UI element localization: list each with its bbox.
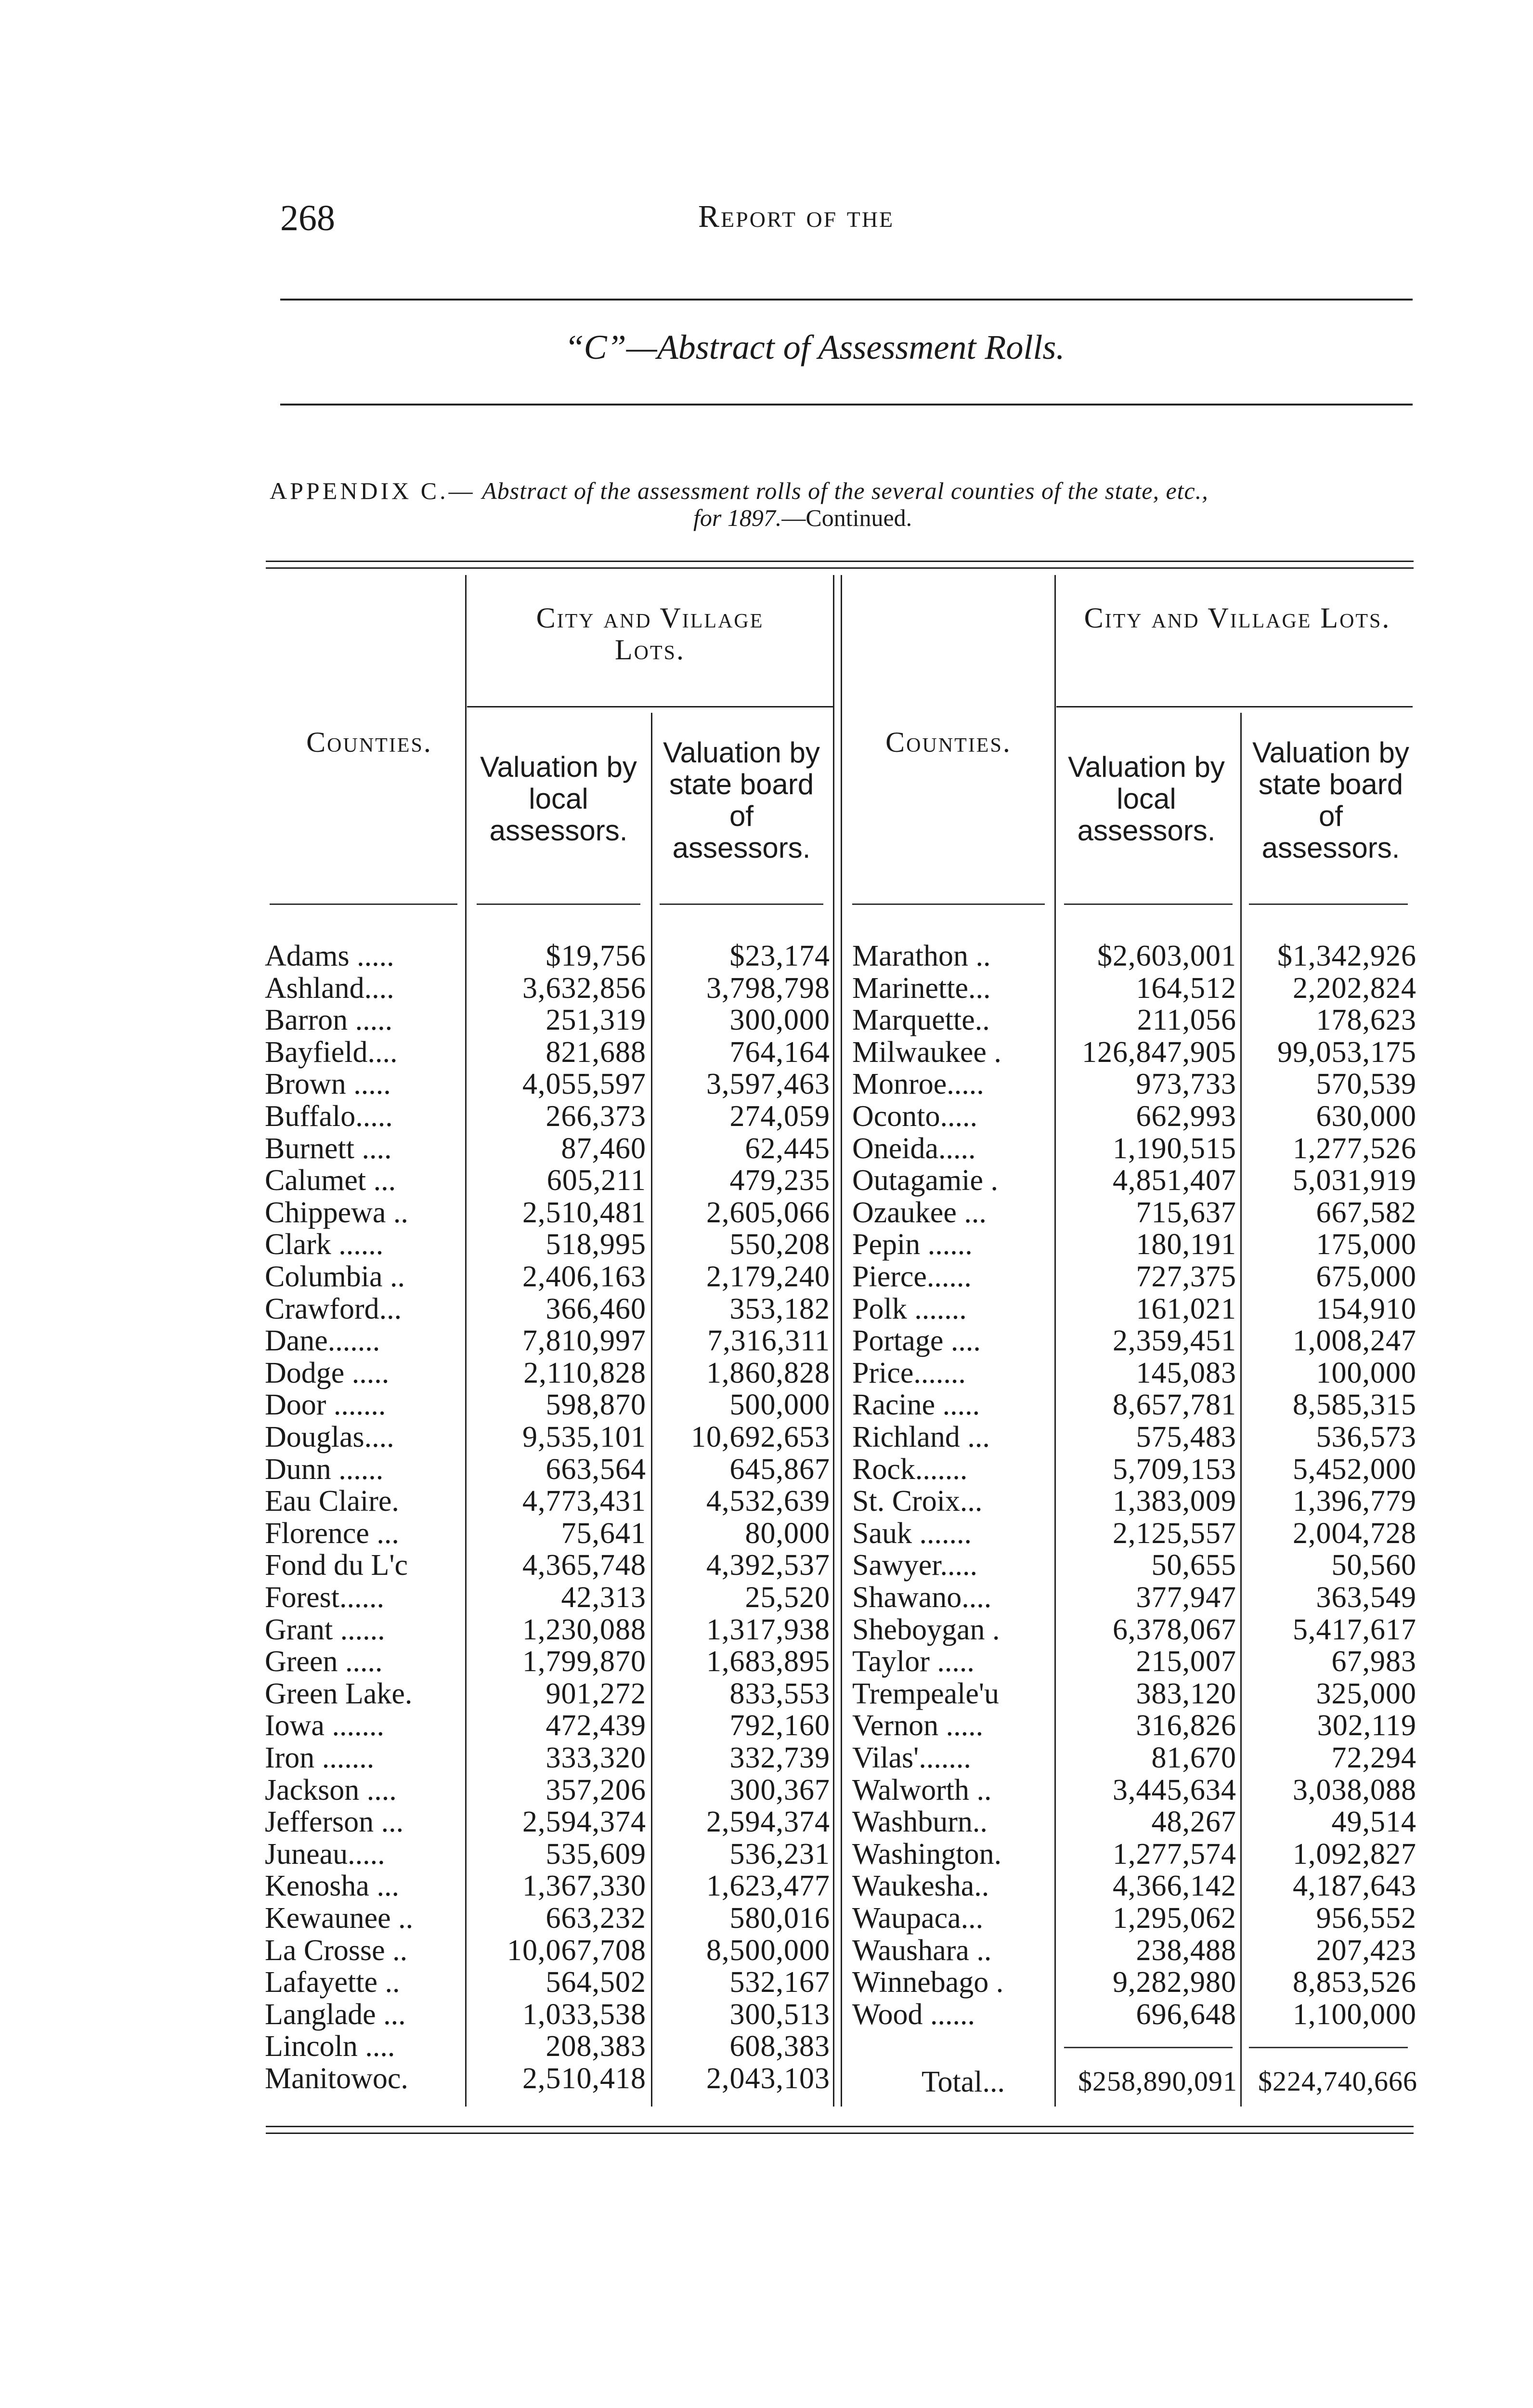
local-valuation: 727,375 (1136, 1260, 1236, 1293)
local-valuation: 821,688 (546, 1036, 646, 1069)
county-name: Polk ....... (852, 1293, 967, 1325)
county-name: Juneau..... (265, 1838, 385, 1871)
county-name: Rock....... (852, 1453, 968, 1486)
state-valuation: 792,160 (729, 1709, 830, 1742)
county-name: Trempeale'u (852, 1677, 1000, 1710)
caption-line-2 (693, 504, 912, 532)
local-valuation: 662,993 (1136, 1100, 1236, 1133)
total-local: $258,890,091 (1078, 2066, 1237, 2097)
county-name: Washburn.. (852, 1806, 987, 1838)
county-name: Sheboygan . (852, 1613, 1000, 1646)
state-valuation: 178,623 (1316, 1004, 1416, 1036)
table-top-rule-2 (266, 567, 1414, 569)
county-name: Iron ....... (265, 1741, 375, 1774)
local-valuation: 2,510,481 (522, 1196, 646, 1229)
state-valuation: 10,692,653 (691, 1421, 830, 1453)
state-valuation: 570,539 (1316, 1068, 1416, 1100)
state-valuation: 1,008,247 (1293, 1324, 1416, 1357)
local-valuation: 1,230,088 (522, 1613, 646, 1646)
state-valuation: 67,983 (1331, 1645, 1416, 1678)
county-name: Ozaukee ... (852, 1196, 987, 1229)
local-valuation: 3,445,634 (1113, 1774, 1236, 1806)
local-valuation: 1,383,009 (1113, 1485, 1236, 1518)
local-valuation: 9,282,980 (1113, 1966, 1236, 1999)
column-rule (841, 575, 842, 2107)
local-valuation: 266,373 (546, 1100, 646, 1133)
state-valuation: 4,187,643 (1293, 1870, 1416, 1902)
header-underline (852, 903, 1045, 905)
state-valuation: 100,000 (1316, 1357, 1416, 1389)
page-title: “C”—Abstract of Assessment Rolls. (564, 328, 1065, 366)
state-valuation: 2,179,240 (706, 1260, 830, 1293)
state-valuation: 99,053,175 (1277, 1036, 1416, 1069)
local-valuation: 211,056 (1137, 1004, 1236, 1036)
local-valuation: 535,609 (546, 1838, 646, 1871)
state-valuation: 1,277,526 (1293, 1132, 1416, 1165)
state-valuation: 2,594,374 (706, 1806, 830, 1838)
county-name: Dane....... (265, 1324, 380, 1357)
county-name: Forest...... (265, 1581, 384, 1614)
state-valuation: 3,038,088 (1293, 1774, 1416, 1806)
county-name: Racine ..... (852, 1388, 980, 1421)
local-valuation: 4,055,597 (522, 1068, 646, 1100)
county-name: Waushara .. (852, 1934, 992, 1967)
group-header-rule (467, 706, 833, 707)
local-valuation: 8,657,781 (1113, 1388, 1236, 1421)
local-valuation: 1,799,870 (522, 1645, 646, 1678)
state-valuation: 332,739 (729, 1741, 830, 1774)
local-valuation: 901,272 (546, 1677, 646, 1710)
state-valuation: 833,553 (729, 1677, 830, 1710)
local-valuation: 2,406,163 (522, 1260, 646, 1293)
county-name: Buffalo..... (265, 1100, 393, 1133)
state-valuation: 5,417,617 (1293, 1613, 1416, 1646)
county-name: Green Lake. (265, 1677, 413, 1710)
local-header-left: Valuation by local assessors. (480, 751, 637, 847)
header-underline (1249, 903, 1408, 905)
local-valuation: 208,383 (546, 2030, 646, 2063)
state-header-left: Valuation by state board of assessors. (663, 736, 820, 864)
county-name: Taylor ..... (852, 1645, 974, 1678)
county-name: Brown ..... (265, 1068, 391, 1100)
local-valuation: 75,641 (561, 1517, 646, 1550)
local-valuation: 238,488 (1136, 1934, 1236, 1967)
local-valuation: $19,756 (546, 940, 646, 972)
local-valuation: 1,295,062 (1113, 1902, 1236, 1935)
county-name: Columbia .. (265, 1260, 405, 1293)
county-name: Lafayette .. (265, 1966, 400, 1999)
local-valuation: 2,125,557 (1113, 1517, 1236, 1550)
local-valuation: 87,460 (561, 1132, 646, 1165)
state-valuation: 764,164 (729, 1036, 830, 1069)
state-valuation: 274,059 (729, 1100, 830, 1133)
total-state: $224,740,666 (1258, 2066, 1417, 2097)
total-rule (1249, 2047, 1408, 2048)
state-valuation: 49,514 (1331, 1806, 1416, 1838)
county-name: Marathon .. (852, 940, 991, 972)
local-valuation: 6,378,067 (1113, 1613, 1236, 1646)
county-name: Lincoln .... (265, 2030, 395, 2063)
local-valuation: 564,502 (546, 1966, 646, 1999)
county-name: Jackson .... (265, 1774, 397, 1806)
caption-lead: APPENDIX C.— (270, 477, 476, 504)
county-name: Crawford... (265, 1293, 402, 1325)
local-valuation: 251,319 (546, 1004, 646, 1036)
local-valuation: 472,439 (546, 1709, 646, 1742)
table-bottom-rule-2 (266, 2133, 1414, 2134)
county-name: Portage .... (852, 1324, 981, 1357)
counties-header-left: Counties. (306, 726, 432, 758)
state-valuation: 363,549 (1316, 1581, 1416, 1614)
header-underline (660, 903, 823, 905)
county-name: Walworth .. (852, 1774, 992, 1806)
county-name: Winnebago . (852, 1966, 1004, 1999)
state-valuation: 675,000 (1316, 1260, 1416, 1293)
state-valuation: 580,016 (729, 1902, 830, 1935)
county-name: Douglas.... (265, 1421, 394, 1453)
local-valuation: 4,773,431 (522, 1485, 646, 1518)
counties-header-right: Counties. (885, 726, 1012, 758)
state-valuation: 5,031,919 (1293, 1164, 1416, 1197)
county-name: Fond du L'c (265, 1549, 408, 1582)
local-valuation: 3,632,856 (522, 972, 646, 1005)
local-valuation: 663,564 (546, 1453, 646, 1486)
local-valuation: 1,033,538 (522, 1998, 646, 2031)
county-name: Vilas'....... (852, 1741, 971, 1774)
state-valuation: 154,910 (1316, 1293, 1416, 1325)
local-header-right: Valuation by local assessors. (1068, 751, 1225, 847)
county-name: Oneida..... (852, 1132, 976, 1165)
local-valuation: 10,067,708 (507, 1934, 646, 1967)
state-valuation: 2,043,103 (706, 2062, 830, 2095)
local-valuation: 5,709,153 (1113, 1453, 1236, 1486)
state-valuation: 175,000 (1316, 1228, 1416, 1261)
caption-year: for 1897. (693, 504, 782, 531)
local-valuation: 81,670 (1151, 1741, 1236, 1774)
county-name: Waukesha.. (852, 1870, 989, 1902)
county-name: Clark ...... (265, 1228, 384, 1261)
state-valuation: 1,317,938 (706, 1613, 830, 1646)
local-valuation: 1,190,515 (1113, 1132, 1236, 1165)
state-valuation: 608,383 (729, 2030, 830, 2063)
local-valuation: 126,847,905 (1082, 1036, 1236, 1069)
local-valuation: 575,483 (1136, 1421, 1236, 1453)
state-valuation: 50,560 (1331, 1549, 1416, 1582)
local-valuation: 377,947 (1136, 1581, 1236, 1614)
state-valuation: 645,867 (729, 1453, 830, 1486)
county-name: Pierce...... (852, 1260, 972, 1293)
group-header-rule (1056, 706, 1413, 707)
state-valuation: 7,316,311 (707, 1324, 830, 1357)
county-name: Calumet ... (265, 1164, 396, 1197)
state-valuation: 300,513 (729, 1998, 830, 2031)
county-name: Barron ..... (265, 1004, 393, 1036)
state-valuation: 956,552 (1316, 1902, 1416, 1935)
state-valuation: 1,860,828 (706, 1357, 830, 1389)
local-valuation: 696,648 (1136, 1998, 1236, 2031)
local-valuation: 4,365,748 (522, 1549, 646, 1582)
county-name: Bayfield.... (265, 1036, 398, 1069)
state-valuation: 500,000 (729, 1388, 830, 1421)
state-valuation: 479,235 (729, 1164, 830, 1197)
local-valuation: 663,232 (546, 1902, 646, 1935)
state-valuation: 207,423 (1316, 1934, 1416, 1967)
local-valuation: 2,510,418 (522, 2062, 646, 2095)
local-valuation: 50,655 (1151, 1549, 1236, 1582)
county-name: Milwaukee . (852, 1036, 1001, 1069)
county-name: Pepin ...... (852, 1228, 973, 1261)
state-valuation: 80,000 (745, 1517, 830, 1550)
county-name: Sauk ....... (852, 1517, 972, 1550)
county-name: Dunn ...... (265, 1453, 384, 1486)
state-valuation: 1,623,477 (706, 1870, 830, 1902)
local-valuation: 1,277,574 (1113, 1838, 1236, 1871)
county-name: Door ....... (265, 1388, 386, 1421)
table-top-rule (266, 561, 1414, 562)
local-valuation: 215,007 (1136, 1645, 1236, 1678)
local-valuation: 161,021 (1136, 1293, 1236, 1325)
state-valuation: 2,605,066 (706, 1196, 830, 1229)
group-header-right: City and Village Lots. (1084, 602, 1391, 634)
state-valuation: 1,100,000 (1293, 1998, 1416, 2031)
local-valuation: 357,206 (546, 1774, 646, 1806)
state-valuation: 2,202,824 (1293, 972, 1416, 1005)
local-valuation: 715,637 (1136, 1196, 1236, 1229)
county-name: Iowa ....... (265, 1709, 384, 1742)
caption-line-1 (270, 477, 1208, 505)
total-label: Total... (922, 2066, 1005, 2098)
county-name: Oconto..... (852, 1100, 978, 1133)
county-name: Outagamie . (852, 1164, 999, 1197)
column-rule (833, 575, 834, 2107)
title-rule (280, 404, 1413, 406)
county-name: Kenosha ... (265, 1870, 399, 1902)
local-valuation: 518,995 (546, 1228, 646, 1261)
local-valuation: 383,120 (1136, 1677, 1236, 1710)
local-valuation: 4,366,142 (1113, 1870, 1236, 1902)
local-valuation: 366,460 (546, 1293, 646, 1325)
local-valuation: 2,359,451 (1113, 1324, 1236, 1357)
header-underline (477, 903, 640, 905)
caption-italic: Abstract of the assessment rolls of the several counties of the state, etc., (482, 477, 1208, 504)
state-valuation: 536,231 (729, 1838, 830, 1871)
state-valuation: 8,853,526 (1293, 1966, 1416, 1999)
state-valuation: 4,532,639 (706, 1485, 830, 1518)
state-valuation: 300,000 (729, 1004, 830, 1036)
county-name: Burnett .... (265, 1132, 392, 1165)
county-name: Eau Claire. (265, 1485, 399, 1518)
county-name: Marquette.. (852, 1004, 990, 1036)
running-head: Report of the (698, 199, 895, 234)
state-valuation: 1,092,827 (1293, 1838, 1416, 1871)
local-valuation: 598,870 (546, 1388, 646, 1421)
header-underline (270, 903, 457, 905)
local-valuation: $2,603,001 (1097, 940, 1236, 972)
county-name: Sawyer..... (852, 1549, 978, 1582)
top-rule (280, 299, 1413, 301)
local-valuation: 164,512 (1136, 972, 1236, 1005)
local-valuation: 605,211 (546, 1164, 646, 1197)
state-valuation: 550,208 (729, 1228, 830, 1261)
county-name: Jefferson ... (265, 1806, 404, 1838)
county-name: Langlade ... (265, 1998, 406, 2031)
county-name: Manitowoc. (265, 2062, 408, 2095)
county-name: Ashland.... (265, 972, 394, 1005)
local-valuation: 316,826 (1136, 1709, 1236, 1742)
county-name: Kewaunee .. (265, 1902, 414, 1935)
county-name: Florence ... (265, 1517, 399, 1550)
county-name: Vernon ..... (852, 1709, 984, 1742)
state-valuation: 2,004,728 (1293, 1517, 1416, 1550)
state-valuation: 302,119 (1317, 1709, 1416, 1742)
county-name: Grant ...... (265, 1613, 385, 1646)
state-valuation: 3,798,798 (706, 972, 830, 1005)
table-bottom-rule (266, 2126, 1414, 2127)
state-valuation: $1,342,926 (1277, 940, 1416, 972)
state-valuation: 353,182 (729, 1293, 830, 1325)
county-name: Washington. (852, 1838, 1002, 1871)
state-valuation: 630,000 (1316, 1100, 1416, 1133)
total-rule (1064, 2047, 1233, 2048)
county-name: Shawano.... (852, 1581, 992, 1614)
county-name: Dodge ..... (265, 1357, 390, 1389)
state-valuation: 667,582 (1316, 1196, 1416, 1229)
header-underline (1064, 903, 1233, 905)
state-valuation: 4,392,537 (706, 1549, 830, 1582)
county-name: Chippewa .. (265, 1196, 408, 1229)
county-name: Monroe..... (852, 1068, 984, 1100)
state-valuation: 5,452,000 (1293, 1453, 1416, 1486)
local-valuation: 1,367,330 (522, 1870, 646, 1902)
state-valuation: 1,683,895 (706, 1645, 830, 1678)
county-name: Price....... (852, 1357, 966, 1389)
state-valuation: 72,294 (1331, 1741, 1416, 1774)
state-valuation: 62,445 (745, 1132, 830, 1165)
local-valuation: 333,320 (546, 1741, 646, 1774)
local-valuation: 973,733 (1136, 1068, 1236, 1100)
county-name: Adams ..... (265, 940, 394, 972)
local-valuation: 180,191 (1136, 1228, 1236, 1261)
county-name: Wood ...... (852, 1998, 975, 2031)
local-valuation: 2,594,374 (522, 1806, 646, 1838)
county-name: Waupaca... (852, 1902, 984, 1935)
local-valuation: 2,110,828 (523, 1357, 646, 1389)
state-valuation: 1,396,779 (1293, 1485, 1416, 1518)
local-valuation: 7,810,997 (522, 1324, 646, 1357)
state-valuation: 325,000 (1316, 1677, 1416, 1710)
county-name: Green ..... (265, 1645, 383, 1678)
state-valuation: 536,573 (1316, 1421, 1416, 1453)
state-valuation: 8,500,000 (706, 1934, 830, 1967)
group-header-left: City and Village Lots. (536, 602, 764, 666)
state-header-right: Valuation by state board of assessors. (1252, 736, 1409, 864)
state-valuation: 8,585,315 (1293, 1388, 1416, 1421)
local-valuation: 48,267 (1151, 1806, 1236, 1838)
state-valuation: 300,367 (729, 1774, 830, 1806)
county-name: La Crosse .. (265, 1934, 408, 1967)
state-valuation: 25,520 (745, 1581, 830, 1614)
page-number: 268 (280, 198, 335, 238)
state-valuation: 3,597,463 (706, 1068, 830, 1100)
county-name: Richland ... (852, 1421, 990, 1453)
county-name: Marinette... (852, 972, 991, 1005)
county-name: St. Croix... (852, 1485, 983, 1518)
caption-continued: —Continued. (781, 504, 912, 531)
local-valuation: 42,313 (561, 1581, 646, 1614)
state-valuation: 532,167 (729, 1966, 830, 1999)
state-valuation: $23,174 (729, 940, 830, 972)
local-valuation: 4,851,407 (1113, 1164, 1236, 1197)
local-valuation: 145,083 (1136, 1357, 1236, 1389)
local-valuation: 9,535,101 (522, 1421, 646, 1453)
